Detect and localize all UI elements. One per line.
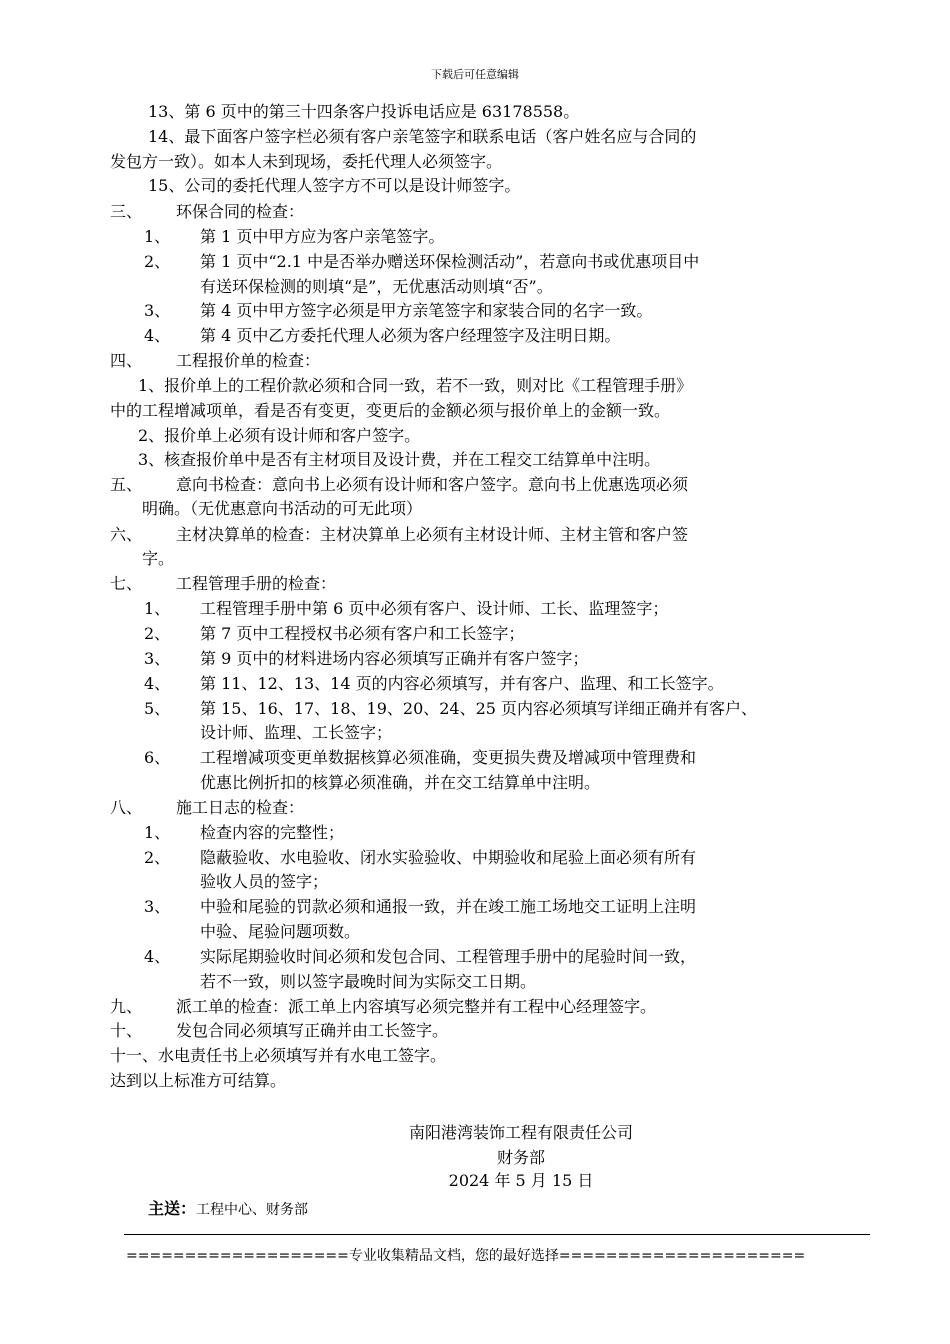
- item-number: 2、: [144, 252, 171, 271]
- section-text: 字。: [142, 549, 175, 568]
- item-number: 5、: [144, 699, 171, 718]
- section-text: 主材决算单的检查：主材决算单上必须有主材设计师、主材主管和客户签: [176, 525, 689, 544]
- section-number: 五、: [110, 475, 143, 494]
- closing-line: 达到以上标准方可结算。: [110, 1071, 287, 1090]
- item-number: 1、: [144, 599, 171, 618]
- item-text: 工程增减项变更单数据核算必须准确，变更损失费及增减项中管理费和: [200, 748, 697, 767]
- item-text: 优惠比例折扣的核算必须准确，并在交工结算单中注明。: [200, 773, 601, 792]
- text-line: 13、第 6 页中的第三十四条客户投诉电话应是 63178558。: [148, 102, 580, 121]
- text-line: 十一、水电责任书上必须填写并有水电工签字。: [110, 1046, 447, 1065]
- signature-company: 南阳港湾装饰工程有限责任公司: [408, 1123, 633, 1142]
- item-text: 实际尾期验收时间必须和发包合同、工程管理手册中的尾验时间一致，: [200, 947, 697, 966]
- text-line: 2、报价单上必须有设计师和客户签字。: [138, 426, 421, 445]
- item-text: 第 4 页中乙方委托代理人必须为客户经理签字及注明日期。: [200, 326, 621, 345]
- item-number: 2、: [144, 848, 171, 867]
- signature-date: 2024 年 5 月 15 日: [448, 1171, 594, 1190]
- section-heading: 工程报价单的检查：: [176, 351, 321, 370]
- item-text: 第 11、12、13、14 页的内容必须填写，并有客户、监理、和工长签字。: [200, 674, 724, 693]
- page-header: 下载后可任意编辑: [431, 68, 519, 81]
- section-number: 七、: [110, 574, 143, 593]
- item-number: 3、: [144, 301, 171, 320]
- item-number: 6、: [144, 748, 171, 767]
- text-line: 1、报价单上的工程价款必须和合同一致，若不一致，则对比《工程管理手册》: [138, 376, 693, 395]
- item-text: 中验、尾验问题项数。: [200, 922, 361, 941]
- section-text: 发包合同必须填写正确并由工长签字。: [176, 1021, 449, 1040]
- section-text: 明确。（无优惠意向书活动的可无此项）: [142, 499, 423, 518]
- item-text: 第 1 页中“2.1 中是否举办赠送环保检测活动”，若意向书或优惠项目中: [200, 252, 700, 271]
- item-text: 中验和尾验的罚款必须和通报一致，并在竣工施工场地交工证明上注明: [200, 897, 697, 916]
- text-line: 15、公司的委托代理人签字方不可以是设计师签字。: [148, 176, 521, 195]
- section-text: 派工单的检查：派工单上内容填写必须完整并有工程中心经理签字。: [176, 997, 657, 1016]
- section-number: 九、: [110, 997, 143, 1016]
- cc-line: [148, 1196, 308, 1219]
- item-number: 4、: [144, 674, 171, 693]
- page-footer: ===================专业收集精品文档，您的最好选择=====================: [126, 1248, 806, 1264]
- item-number: 1、: [144, 823, 171, 842]
- item-number: 3、: [144, 649, 171, 668]
- section-number: 四、: [110, 351, 143, 370]
- item-number: 2、: [144, 624, 171, 643]
- section-number: 八、: [110, 798, 143, 817]
- text-line: 发包方一致）。如本人未到现场，委托代理人必须签字。: [110, 152, 503, 171]
- cc-label: 主送：: [148, 1199, 197, 1218]
- item-text: 第 15、16、17、18、19、20、24、25 页内容必须填写详细正确并有客户、: [200, 699, 758, 718]
- section-heading: 施工日志的检查：: [176, 798, 305, 817]
- item-text: 工程管理手册中第 6 页中必须有客户、设计师、工长、监理签字；: [200, 599, 669, 618]
- section-number: 三、: [110, 202, 143, 221]
- item-text: 第 1 页中甲方应为客户亲笔签字。: [200, 227, 445, 246]
- item-text: 第 4 页中甲方签字必须是甲方亲笔签字和家装合同的名字一致。: [200, 301, 653, 320]
- item-text: 若不一致，则以签字最晚时间为实际交工日期。: [200, 972, 537, 991]
- text-line: 中的工程增减项单，看是否有变更，变更后的金额必须与报价单上的金额一致。: [110, 401, 671, 420]
- item-text: 第 7 页中工程授权书必须有客户和工长签字；: [200, 624, 525, 643]
- item-text: 检查内容的完整性；: [200, 823, 345, 842]
- item-text: 隐蔽验收、水电验收、闭水实验验收、中期验收和尾验上面必须有所有: [200, 848, 697, 867]
- item-text: 设计师、监理、工长签字；: [200, 723, 393, 742]
- footer-divider: [124, 1234, 870, 1235]
- item-number: 4、: [144, 326, 171, 345]
- section-text: 意向书检查：意向书上必须有设计师和客户签字。意向书上优惠选项必须: [176, 475, 689, 494]
- section-number: 六、: [110, 525, 143, 544]
- item-number: 1、: [144, 227, 171, 246]
- section-heading: 环保合同的检查：: [176, 202, 305, 221]
- section-number: 十、: [110, 1021, 143, 1040]
- cc-value: 工程中心、财务部: [196, 1202, 309, 1218]
- item-text: 有送环保检测的则填“是”，无优惠活动则填“否”。: [200, 277, 553, 296]
- text-line: 14、最下面客户签字栏必须有客户亲笔签字和联系电话（客户姓名应与合同的: [148, 127, 697, 146]
- item-number: 3、: [144, 897, 171, 916]
- item-text: 第 9 页中的材料进场内容必须填写正确并有客户签字；: [200, 649, 589, 668]
- item-text: 验收人员的签字；: [200, 872, 329, 891]
- text-line: 3、核查报价单中是否有主材项目及设计费，并在工程交工结算单中注明。: [138, 450, 661, 469]
- signature-department: 财务部: [496, 1148, 545, 1167]
- section-heading: 工程管理手册的检查：: [176, 574, 337, 593]
- item-number: 4、: [144, 947, 171, 966]
